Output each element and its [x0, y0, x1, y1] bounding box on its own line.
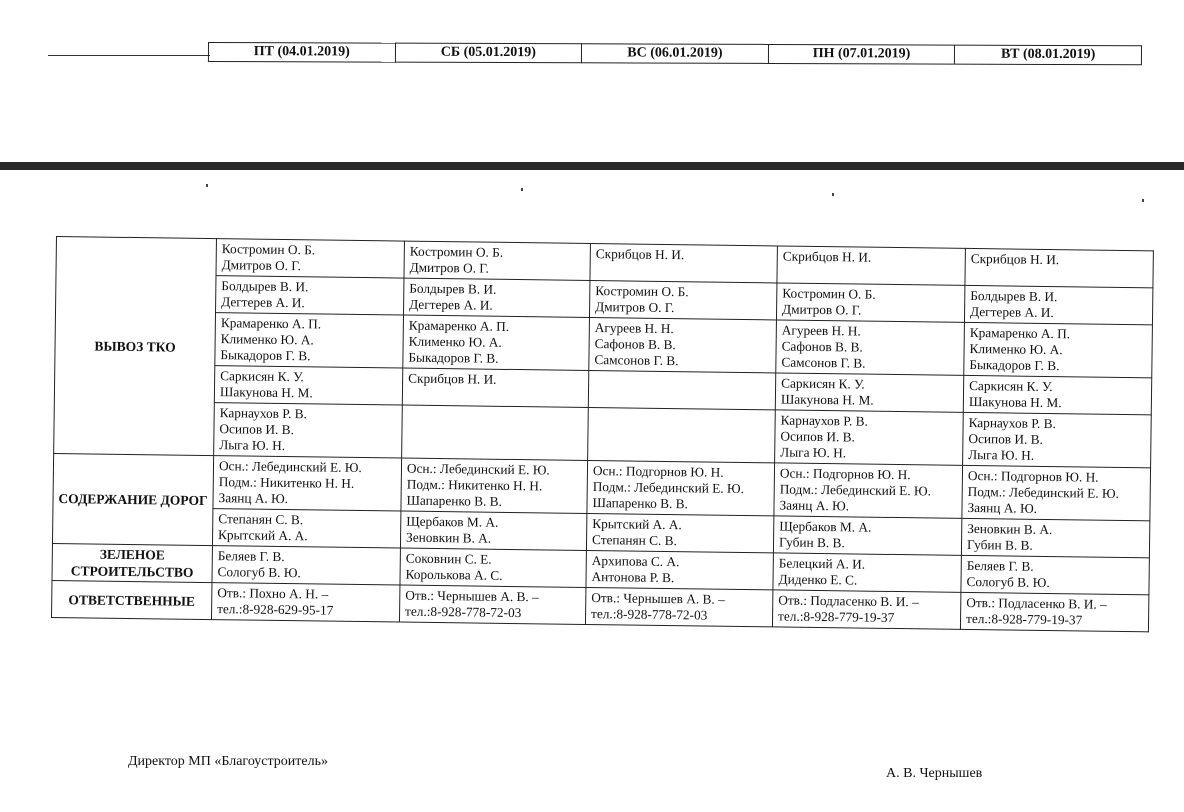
schedule-cell — [775, 410, 964, 465]
schedule-cell — [590, 243, 777, 282]
schedule-cell — [960, 592, 1148, 631]
schedule-cell — [774, 463, 963, 518]
assignee-line: Беляев Г. В. — [217, 548, 285, 565]
schedule-cell — [399, 585, 585, 624]
assignee-line: Лыга Ю. Н. — [780, 444, 847, 461]
assignee-line: Быкадоров Г. В. — [220, 347, 311, 364]
schedule-cell — [775, 373, 963, 412]
assignee-line: Отв.: Чернышев А. В. – — [591, 590, 725, 607]
assignee-line: Королькова А. С. — [405, 566, 503, 583]
schedule-cell — [402, 368, 588, 407]
assignee-line: Осн.: Подгорнов Ю. Н. — [592, 463, 724, 480]
schedule-cell — [963, 375, 1151, 414]
duty-schedule-table — [51, 236, 1154, 632]
schedule-cell — [961, 555, 1149, 594]
schedule-cell — [589, 280, 776, 319]
assignee-line: Костромин О. Б. — [221, 241, 316, 258]
assignee-line: Болдырев В. И. — [409, 280, 497, 297]
header-underline — [48, 55, 210, 56]
schedule-cell — [403, 278, 589, 317]
assignee-line: Щербаков М. А. — [779, 518, 872, 535]
day-header-1: ПТ (04.01.2019) — [208, 42, 395, 63]
assignee-line: Скрибцов Н. И. — [782, 248, 872, 265]
assignee-line: Подм.: Лебединский Е. Ю. — [967, 483, 1120, 501]
schedule-cell — [961, 518, 1149, 557]
category-cell: ОТВЕТСТВЕННЫЕ — [52, 580, 212, 619]
assignee-line: Быкадоров Г. В. — [408, 349, 499, 366]
assignee-line: тел.:8-928-779-19-37 — [777, 608, 895, 626]
schedule-cell — [401, 458, 588, 513]
category-cell: СОДЕРЖАНИЕ ДОРОГ — [52, 453, 213, 545]
assignee-line: Саркисян К. У. — [220, 368, 304, 385]
assignee-line: Шакунова Н. М. — [780, 391, 874, 408]
assignee-line: тел.:8-928-778-72-03 — [405, 603, 522, 621]
assignee-line: Подм.: Лебединский Е. Ю. — [592, 479, 745, 497]
assignee-line: Карнаухов Р. В. — [780, 412, 868, 429]
assignee-line: Сологуб В. Ю. — [217, 564, 301, 581]
assignee-line: Осипов И. В. — [968, 430, 1043, 447]
assignee-line: Крамаренко А. П. — [220, 315, 322, 332]
assignee-line: Костромин О. Б. — [409, 243, 504, 260]
assignee-line: Скрибцов Н. И. — [408, 370, 497, 387]
assignee-line: Дегтерев А. И. — [409, 296, 493, 313]
schedule-cell — [586, 550, 773, 589]
schedule-cell — [215, 313, 404, 368]
assignee-line: тел.:8-928-779-19-37 — [965, 610, 1083, 628]
assignee-line: тел.:8-928-778-72-03 — [591, 606, 708, 623]
assignee-line: Агуреев Н. Н. — [594, 320, 674, 337]
assignee-line: Осн.: Подгорнов Ю. Н. — [779, 465, 911, 483]
day-header-3: ВС (06.01.2019) — [581, 43, 768, 64]
director-name: А. В. Чернышев — [886, 766, 983, 781]
schedule-cell — [965, 248, 1153, 287]
schedule-cell — [964, 322, 1153, 377]
assignee-line: Крытский А. А. — [592, 516, 682, 533]
assignee-line: Зеновкин В. А. — [405, 529, 492, 546]
assignee-line: Осн.: Лебединский Е. Ю. — [406, 460, 550, 478]
day-header-5: ВТ (08.01.2019) — [954, 45, 1142, 66]
assignee-line: Соковнин С. Е. — [405, 550, 492, 567]
assignee-line: Скрибцов Н. И. — [595, 246, 685, 263]
day-header-4: ПН (07.01.2019) — [768, 44, 955, 65]
schedule-cell — [588, 407, 776, 462]
schedule-cell — [776, 283, 964, 322]
schedule-cell — [211, 583, 399, 622]
schedule-cell — [212, 546, 400, 585]
assignee-line: Заянц А. Ю. — [218, 490, 289, 507]
schedule-cell — [773, 516, 961, 555]
assignee-line: Степанян С. В. — [218, 511, 304, 528]
assignee-line: Осипов И. В. — [219, 421, 295, 438]
assignee-line: Крытский А. А. — [218, 527, 308, 544]
assignee-line: Болдырев В. И. — [970, 287, 1058, 305]
assignee-line: Сологуб В. Ю. — [966, 573, 1050, 591]
assignee-line: Дегтерев А. И. — [969, 303, 1054, 321]
schedule-cell — [216, 239, 404, 278]
category-cell: ВЫВОЗ ТКО — [54, 237, 217, 456]
assignee-line: Заянц А. Ю. — [967, 499, 1038, 516]
assignee-line: Шакунова Н. М. — [219, 384, 313, 401]
assignee-line: Дегтерев А. И. — [221, 294, 305, 311]
assignee-line: Подм.: Никитенко Н. Н. — [406, 476, 543, 494]
day-header-2: СБ (05.01.2019) — [395, 43, 582, 64]
assignee-line: Быкадоров Г. В. — [969, 356, 1060, 374]
schedule-cell — [214, 366, 402, 405]
scan-speck — [832, 193, 834, 196]
schedule-cell — [962, 465, 1151, 520]
assignee-line: Дмитров О. Г. — [409, 259, 489, 276]
page-fold-bar — [0, 162, 1184, 170]
assignee-line: Карнаухов Р. В. — [219, 405, 307, 422]
assignee-line: Самсонов Г. В. — [781, 354, 866, 371]
scan-speck — [1142, 199, 1144, 202]
assignee-line: Сафонов В. В. — [781, 338, 863, 355]
assignee-line: Болдырев В. И. — [221, 278, 309, 295]
schedule-cell — [212, 509, 400, 548]
assignee-line: Отв.: Подласенко В. И. – — [966, 594, 1107, 612]
assignee-line: Самсонов Г. В. — [594, 352, 679, 369]
assignee-line: Дмитров О. Г. — [221, 257, 301, 274]
schedule-cell — [585, 587, 772, 626]
schedule-cell — [589, 317, 777, 372]
schedule-cell — [776, 320, 965, 375]
schedule-cell — [587, 460, 775, 515]
assignee-line: Саркисян К. У. — [969, 377, 1053, 395]
assignee-line: Заянц А. Ю. — [779, 497, 850, 514]
assignee-line: Степанян С. В. — [591, 532, 677, 549]
assignee-line: Лыга Ю. Н. — [968, 446, 1035, 463]
assignee-line: Карнаухов Р. В. — [968, 414, 1056, 432]
assignee-line: Клименко Ю. А. — [220, 331, 314, 348]
assignee-line: Дмитров О. Г. — [595, 299, 675, 316]
assignee-line: Беляев Г. В. — [966, 557, 1034, 574]
assignee-line: Зеновкин В. А. — [967, 520, 1053, 538]
schedule-cell — [213, 456, 402, 511]
director-position: Директор МП «Благоустроитель» — [128, 754, 328, 769]
schedule-cell — [588, 370, 775, 409]
schedule-cell — [586, 513, 773, 552]
assignee-line: Костромин О. Б. — [595, 283, 689, 300]
schedule-cell — [964, 285, 1152, 324]
day-header-row — [208, 42, 1142, 79]
assignee-line: Отв.: Подласенко В. И. – — [778, 592, 919, 610]
schedule-cell — [773, 553, 961, 592]
assignee-line: Подм.: Лебединский Е. Ю. — [779, 481, 932, 499]
assignee-line: Клименко Ю. А. — [408, 333, 502, 350]
scan-speck — [206, 184, 208, 187]
assignee-line: Осн.: Подгорнов Ю. Н. — [967, 467, 1099, 485]
assignee-line: Скрибцов Н. И. — [970, 250, 1060, 268]
schedule-cell — [400, 548, 586, 587]
assignee-line: Губин В. В. — [966, 536, 1033, 553]
assignee-line: Крамаренко А. П. — [969, 324, 1071, 342]
assignee-line: Белецкий А. И. — [778, 555, 866, 572]
assignee-line: Дмитров О. Г. — [782, 301, 862, 318]
schedule-cell — [402, 405, 589, 460]
assignee-line: Клименко Ю. А. — [969, 340, 1063, 358]
schedule-cell — [404, 241, 590, 280]
assignee-line: Костромин О. Б. — [782, 285, 876, 302]
assignee-line: Саркисян К. У. — [781, 375, 865, 392]
schedule-cell — [400, 511, 586, 550]
assignee-line: Диденко Е. С. — [778, 571, 858, 588]
assignee-line: Шакунова Н. М. — [968, 393, 1062, 411]
schedule-cell — [772, 590, 960, 629]
assignee-line: Шапаренко В. В. — [592, 495, 688, 512]
assignee-line: Отв.: Чернышев А. В. – — [405, 587, 539, 605]
category-cell: ЗЕЛЕНОЕ СТРОИТЕЛЬСТВО — [52, 543, 212, 582]
schedule-cell — [777, 246, 965, 285]
assignee-line: Сафонов В. В. — [594, 336, 676, 353]
schedule-cell — [214, 403, 403, 458]
assignee-line: Осипов И. В. — [780, 428, 855, 445]
assignee-line: Отв.: Похно А. Н. – — [217, 585, 329, 602]
assignee-line: Антонова Р. В. — [591, 569, 675, 586]
assignee-line: Лыга Ю. Н. — [219, 437, 286, 454]
assignee-line: Архипова С. А. — [591, 553, 680, 570]
assignee-line: Крамаренко А. П. — [408, 317, 510, 334]
scan-speck — [521, 188, 523, 191]
assignee-line: Осн.: Лебединский Е. Ю. — [218, 458, 362, 476]
assignee-line: Шапаренко В. В. — [406, 492, 502, 509]
schedule-cell — [216, 276, 404, 315]
assignee-line: Подм.: Никитенко Н. Н. — [218, 474, 355, 491]
schedule-cell — [403, 315, 590, 370]
schedule-cell — [963, 412, 1152, 467]
assignee-line: Губин В. В. — [778, 534, 845, 551]
assignee-line: Щербаков М. А. — [406, 513, 499, 530]
assignee-line: тел.:8-928-629-95-17 — [217, 601, 334, 618]
assignee-line: Агуреев Н. Н. — [781, 322, 861, 339]
